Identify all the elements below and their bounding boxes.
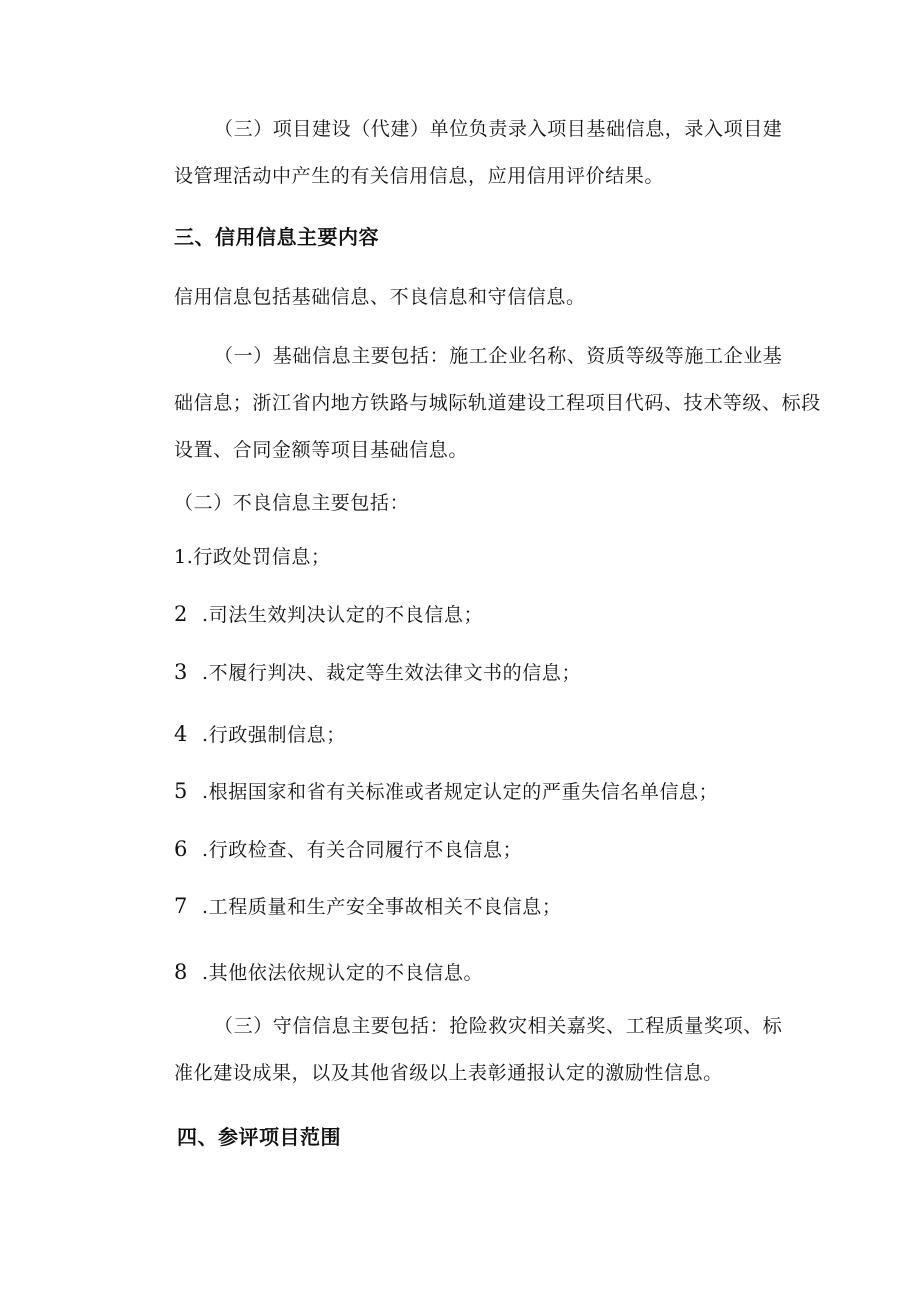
bad-info-item-1-text: 行政处罚信息； — [193, 546, 331, 568]
bad-info-item-6-number: 6 — [174, 837, 188, 861]
bad-info-item-4 — [174, 722, 346, 747]
bad-info-item-4-text: .行政强制信息； — [202, 724, 346, 746]
good-info-line-2: 准化建设成果，以及其他省级以上表彰通报认定的激励性信息。 — [174, 1062, 723, 1084]
bad-info-item-7 — [174, 894, 561, 919]
bad-info-item-7-number: 7 — [174, 894, 188, 918]
bad-info-item-1-number: 1. — [174, 546, 194, 568]
bad-info-heading: （二）不良信息主要包括： — [174, 492, 410, 514]
basic-info-line-2: 础信息；浙江省内地方铁路与城际轨道建设工程项目代码、技术等级、标段 — [174, 392, 821, 414]
bad-info-item-7-text: .工程质量和生产安全事故相关不良信息； — [202, 896, 562, 918]
section-3-lead: 信用信息包括基础信息、不良信息和守信信息。 — [174, 286, 586, 308]
paragraph-3-line-2: 设管理活动中产生的有关信用信息，应用信用评价结果。 — [174, 165, 665, 187]
bad-info-item-2-text: .司法生效判决认定的不良信息； — [202, 604, 484, 626]
bad-info-item-3 — [174, 660, 581, 685]
bad-info-item-2 — [174, 602, 483, 627]
bad-info-item-1 — [174, 545, 331, 569]
basic-info-line-1: （一）基础信息主要包括：施工企业名称、资质等级等施工企业基 — [214, 345, 783, 367]
section-3-heading: 三、信用信息主要内容 — [174, 225, 379, 249]
good-info-line-1: （三）守信信息主要包括：抢险救灾相关嘉奖、工程质量奖项、标 — [214, 1015, 783, 1037]
bad-info-item-6 — [174, 837, 522, 862]
basic-info-line-3: 设置、合同金额等项目基础信息。 — [174, 439, 469, 461]
bad-info-item-6-text: .行政检查、有关合同履行不良信息； — [202, 839, 523, 861]
bad-info-item-3-text: .不履行判决、裁定等生效法律文书的信息； — [202, 662, 582, 684]
bad-info-item-4-number: 4 — [174, 722, 188, 746]
bad-info-item-5-text: .根据国家和省有关标准或者规定认定的严重失信名单信息； — [202, 781, 719, 803]
bad-info-item-2-number: 2 — [174, 602, 188, 626]
bad-info-item-3-number: 3 — [174, 660, 188, 684]
paragraph-3-line-1: （三）项目建设（代建）单位负责录入项目基础信息，录入项目建 — [214, 118, 783, 140]
bad-info-item-5 — [174, 779, 718, 804]
bad-info-item-8-number: 8 — [174, 960, 188, 984]
bad-info-item-8 — [174, 960, 483, 985]
bad-info-item-8-text: .其他依法依规认定的不良信息。 — [202, 962, 484, 984]
bad-info-item-5-number: 5 — [174, 779, 188, 803]
section-4-heading: 四、参评项目范围 — [177, 1125, 341, 1149]
